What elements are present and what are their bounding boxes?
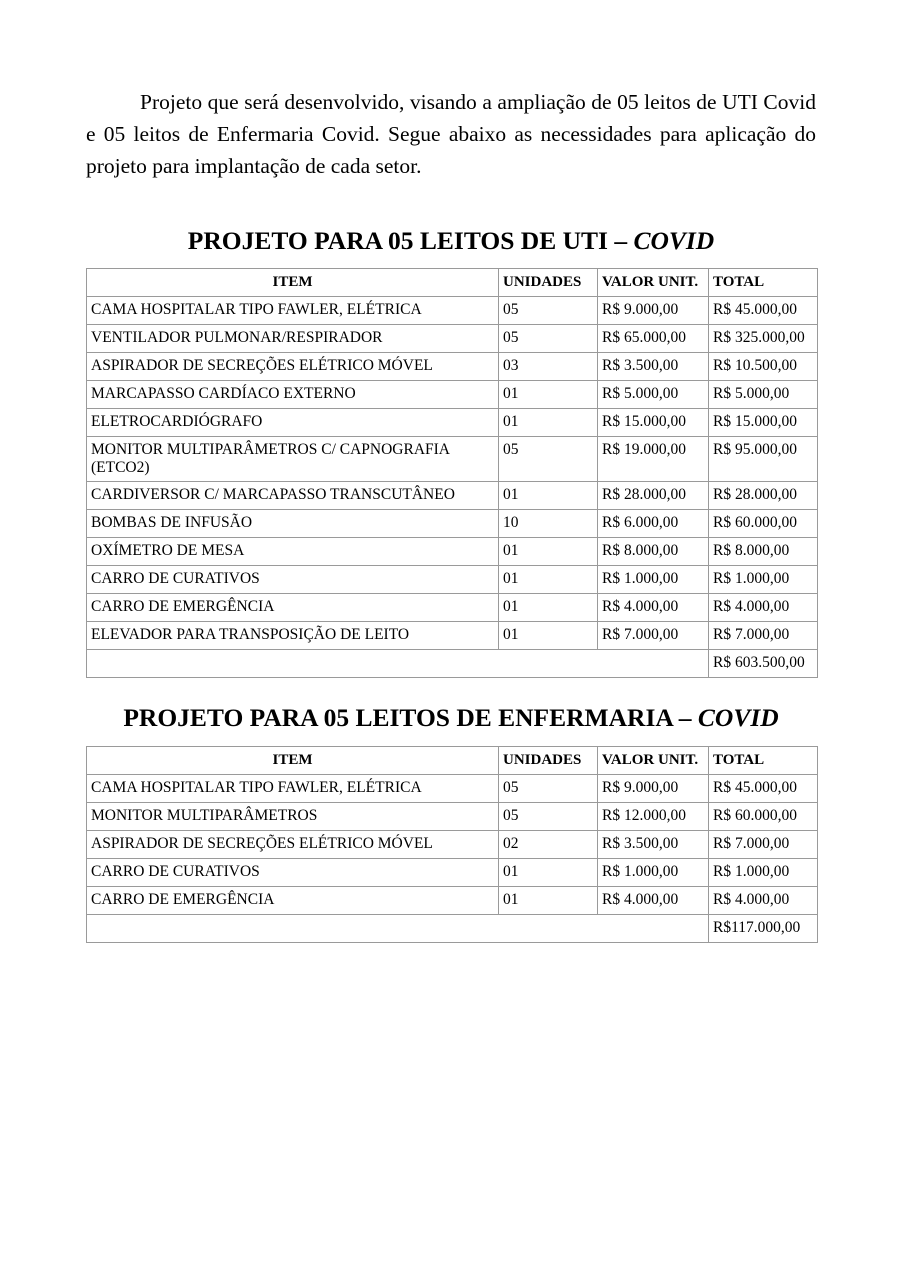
- cell-units: 05: [499, 803, 598, 831]
- cell-total: R$ 7.000,00: [709, 831, 818, 859]
- cell-unit-value: R$ 9.000,00: [598, 297, 709, 325]
- cell-total: R$ 4.000,00: [709, 887, 818, 915]
- header-item: ITEM: [87, 747, 499, 775]
- enf-title-italic: COVID: [697, 703, 779, 732]
- cell-item: VENTILADOR PULMONAR/RESPIRADOR: [87, 325, 499, 353]
- table-row: [87, 297, 818, 325]
- cell-unit-value: R$ 8.000,00: [598, 538, 709, 566]
- cell-units: 05: [499, 775, 598, 803]
- cell-unit-value: R$ 5.000,00: [598, 381, 709, 409]
- cell-item: MONITOR MULTIPARÂMETROS C/ CAPNOGRAFIA (ETCO2): [87, 437, 499, 482]
- cell-item: ASPIRADOR DE SECREÇÕES ELÉTRICO MÓVEL: [87, 831, 499, 859]
- table-row: [87, 594, 818, 622]
- cell-item: CARRO DE CURATIVOS: [87, 859, 499, 887]
- cell-unit-value: R$ 1.000,00: [598, 859, 709, 887]
- table-row: [87, 622, 818, 650]
- header-item: ITEM: [87, 269, 499, 297]
- cell-unit-value: R$ 19.000,00: [598, 437, 709, 482]
- cell-unit-value: R$ 4.000,00: [598, 887, 709, 915]
- cell-item: MONITOR MULTIPARÂMETROS: [87, 803, 499, 831]
- cell-units: 10: [499, 510, 598, 538]
- cell-total: R$ 15.000,00: [709, 409, 818, 437]
- cell-item: OXÍMETRO DE MESA: [87, 538, 499, 566]
- header-unit-value: VALOR UNIT.: [598, 269, 709, 297]
- cell-units: 03: [499, 353, 598, 381]
- table-row: [87, 566, 818, 594]
- enfermaria-grand-total: R$117.000,00: [709, 915, 818, 943]
- header-unit-value: VALOR UNIT.: [598, 747, 709, 775]
- table-row: [87, 859, 818, 887]
- cell-unit-value: R$ 3.500,00: [598, 831, 709, 859]
- header-units: UNIDADES: [499, 747, 598, 775]
- header-total: TOTAL: [709, 269, 818, 297]
- cell-total: R$ 7.000,00: [709, 622, 818, 650]
- uti-title-italic: COVID: [633, 226, 715, 255]
- cell-total: R$ 60.000,00: [709, 510, 818, 538]
- table-row: [87, 803, 818, 831]
- cell-units: 01: [499, 594, 598, 622]
- table-header-row: [87, 269, 818, 297]
- table-row: [87, 538, 818, 566]
- cell-units: 01: [499, 887, 598, 915]
- cell-total: R$ 60.000,00: [709, 803, 818, 831]
- cell-units: 05: [499, 437, 598, 482]
- cell-unit-value: R$ 12.000,00: [598, 803, 709, 831]
- cell-item: CAMA HOSPITALAR TIPO FAWLER, ELÉTRICA: [87, 775, 499, 803]
- enf-title-dash: –: [672, 703, 698, 732]
- cell-item: CARRO DE EMERGÊNCIA: [87, 594, 499, 622]
- uti-equipment-table: [86, 268, 818, 678]
- table-row: [87, 482, 818, 510]
- intro-paragraph: Projeto que será desenvolvido, visando a ampliação de 05 leitos de UTI Covid e 05 leitos de Enfermaria Covid. Segue abaixo as necessidades para aplicação do projeto para implantação de cada setor.: [86, 90, 816, 178]
- cell-units: 02: [499, 831, 598, 859]
- cell-unit-value: R$ 1.000,00: [598, 566, 709, 594]
- cell-total: R$ 45.000,00: [709, 297, 818, 325]
- cell-total: R$ 45.000,00: [709, 775, 818, 803]
- grand-total-row: [87, 650, 818, 678]
- cell-total: R$ 1.000,00: [709, 566, 818, 594]
- cell-unit-value: R$ 65.000,00: [598, 325, 709, 353]
- uti-section-title: [86, 224, 816, 258]
- cell-item: CARRO DE CURATIVOS: [87, 566, 499, 594]
- header-total: TOTAL: [709, 747, 818, 775]
- cell-item: CAMA HOSPITALAR TIPO FAWLER, ELÉTRICA: [87, 297, 499, 325]
- uti-title-prefix: PROJETO PARA: [187, 226, 389, 255]
- cell-item: MARCAPASSO CARDÍACO EXTERNO: [87, 381, 499, 409]
- cell-total: R$ 325.000,00: [709, 325, 818, 353]
- uti-grand-total: R$ 603.500,00: [709, 650, 818, 678]
- cell-unit-value: R$ 3.500,00: [598, 353, 709, 381]
- cell-unit-value: R$ 4.000,00: [598, 594, 709, 622]
- enfermaria-section-title: [86, 701, 816, 735]
- document-page: [86, 86, 816, 943]
- cell-total: R$ 8.000,00: [709, 538, 818, 566]
- cell-item: BOMBAS DE INFUSÃO: [87, 510, 499, 538]
- cell-total: R$ 1.000,00: [709, 859, 818, 887]
- table-row: [87, 325, 818, 353]
- cell-item: ASPIRADOR DE SECREÇÕES ELÉTRICO MÓVEL: [87, 353, 499, 381]
- cell-units: 05: [499, 297, 598, 325]
- cell-units: 01: [499, 538, 598, 566]
- cell-units: 01: [499, 482, 598, 510]
- header-units: UNIDADES: [499, 269, 598, 297]
- cell-total: R$ 95.000,00: [709, 437, 818, 482]
- table-row: [87, 831, 818, 859]
- cell-units: 01: [499, 409, 598, 437]
- cell-units: 01: [499, 381, 598, 409]
- cell-units: 05: [499, 325, 598, 353]
- cell-total: R$ 4.000,00: [709, 594, 818, 622]
- cell-item: CARRO DE EMERGÊNCIA: [87, 887, 499, 915]
- table-row: [87, 409, 818, 437]
- cell-total: R$ 10.500,00: [709, 353, 818, 381]
- table-row: [87, 510, 818, 538]
- enf-title-bold: 05 LEITOS DE ENFERMARIA: [323, 703, 673, 732]
- cell-item: ELEVADOR PARA TRANSPOSIÇÃO DE LEITO: [87, 622, 499, 650]
- uti-title-bold: 05 LEITOS DE UTI: [388, 226, 608, 255]
- grand-total-row: [87, 915, 818, 943]
- cell-item: CARDIVERSOR C/ MARCAPASSO TRANSCUTÂNEO: [87, 482, 499, 510]
- cell-total: R$ 5.000,00: [709, 381, 818, 409]
- cell-unit-value: R$ 6.000,00: [598, 510, 709, 538]
- table-row: [87, 353, 818, 381]
- cell-item: ELETROCARDIÓGRAFO: [87, 409, 499, 437]
- table-header-row: [87, 747, 818, 775]
- cell-unit-value: R$ 15.000,00: [598, 409, 709, 437]
- enfermaria-equipment-table: [86, 746, 818, 943]
- cell-unit-value: R$ 9.000,00: [598, 775, 709, 803]
- cell-unit-value: R$ 28.000,00: [598, 482, 709, 510]
- table-row: [87, 437, 818, 482]
- grand-total-spacer: [87, 915, 709, 943]
- table-row: [87, 775, 818, 803]
- table-row: [87, 887, 818, 915]
- uti-title-dash: –: [607, 226, 634, 255]
- cell-units: 01: [499, 859, 598, 887]
- cell-unit-value: R$ 7.000,00: [598, 622, 709, 650]
- cell-units: 01: [499, 566, 598, 594]
- enf-title-prefix: PROJETO PARA: [123, 703, 324, 732]
- cell-units: 01: [499, 622, 598, 650]
- grand-total-spacer: [87, 650, 709, 678]
- cell-total: R$ 28.000,00: [709, 482, 818, 510]
- table-row: [87, 381, 818, 409]
